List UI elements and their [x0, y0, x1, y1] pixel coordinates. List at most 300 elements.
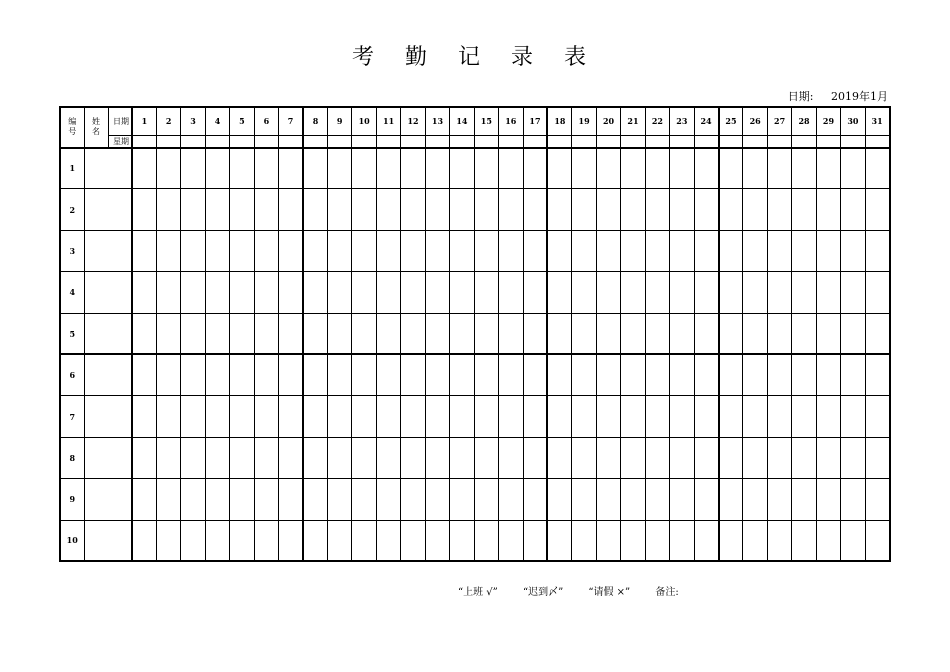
- attendance-cell[interactable]: [352, 272, 376, 313]
- attendance-cell[interactable]: [670, 396, 694, 437]
- attendance-cell[interactable]: [450, 189, 474, 230]
- attendance-cell[interactable]: [254, 313, 278, 354]
- attendance-cell[interactable]: [376, 396, 400, 437]
- attendance-cell[interactable]: [230, 479, 254, 520]
- attendance-cell[interactable]: [499, 437, 523, 478]
- attendance-cell[interactable]: [352, 520, 376, 561]
- attendance-cell[interactable]: [523, 437, 547, 478]
- attendance-cell[interactable]: [181, 479, 205, 520]
- attendance-cell[interactable]: [303, 148, 327, 189]
- attendance-cell[interactable]: [279, 396, 303, 437]
- attendance-cell[interactable]: [743, 313, 767, 354]
- attendance-cell[interactable]: [499, 396, 523, 437]
- attendance-cell[interactable]: [670, 479, 694, 520]
- attendance-cell[interactable]: [376, 230, 400, 271]
- attendance-cell[interactable]: [328, 272, 352, 313]
- attendance-cell[interactable]: [743, 148, 767, 189]
- attendance-cell[interactable]: [328, 437, 352, 478]
- attendance-cell[interactable]: [132, 520, 156, 561]
- attendance-cell[interactable]: [254, 354, 278, 395]
- weekday-cell[interactable]: [156, 135, 180, 148]
- attendance-cell[interactable]: [865, 396, 889, 437]
- attendance-cell[interactable]: [328, 148, 352, 189]
- attendance-cell[interactable]: [792, 437, 816, 478]
- attendance-cell[interactable]: [523, 148, 547, 189]
- attendance-cell[interactable]: [547, 437, 571, 478]
- attendance-cell[interactable]: [694, 396, 718, 437]
- attendance-cell[interactable]: [645, 520, 669, 561]
- attendance-cell[interactable]: [450, 396, 474, 437]
- attendance-cell[interactable]: [450, 272, 474, 313]
- weekday-cell[interactable]: [670, 135, 694, 148]
- attendance-cell[interactable]: [719, 479, 743, 520]
- attendance-cell[interactable]: [694, 437, 718, 478]
- weekday-cell[interactable]: [254, 135, 278, 148]
- attendance-cell[interactable]: [328, 354, 352, 395]
- attendance-cell[interactable]: [401, 396, 425, 437]
- attendance-cell[interactable]: [205, 230, 229, 271]
- attendance-cell[interactable]: [743, 396, 767, 437]
- attendance-cell[interactable]: [596, 230, 620, 271]
- attendance-cell[interactable]: [205, 354, 229, 395]
- attendance-cell[interactable]: [156, 189, 180, 230]
- attendance-cell[interactable]: [596, 189, 620, 230]
- attendance-cell[interactable]: [694, 148, 718, 189]
- attendance-cell[interactable]: [841, 148, 865, 189]
- attendance-cell[interactable]: [499, 148, 523, 189]
- attendance-cell[interactable]: [425, 148, 449, 189]
- attendance-cell[interactable]: [279, 313, 303, 354]
- attendance-cell[interactable]: [401, 520, 425, 561]
- attendance-cell[interactable]: [474, 396, 498, 437]
- attendance-cell[interactable]: [499, 230, 523, 271]
- attendance-cell[interactable]: [450, 520, 474, 561]
- attendance-cell[interactable]: [841, 437, 865, 478]
- attendance-cell[interactable]: [181, 437, 205, 478]
- weekday-cell[interactable]: [792, 135, 816, 148]
- attendance-cell[interactable]: [645, 272, 669, 313]
- attendance-cell[interactable]: [596, 272, 620, 313]
- attendance-cell[interactable]: [352, 189, 376, 230]
- attendance-cell[interactable]: [523, 230, 547, 271]
- name-cell[interactable]: [84, 189, 132, 230]
- attendance-cell[interactable]: [132, 396, 156, 437]
- attendance-cell[interactable]: [425, 396, 449, 437]
- attendance-cell[interactable]: [792, 313, 816, 354]
- attendance-cell[interactable]: [474, 148, 498, 189]
- attendance-cell[interactable]: [865, 354, 889, 395]
- weekday-cell[interactable]: [767, 135, 791, 148]
- attendance-cell[interactable]: [425, 520, 449, 561]
- attendance-cell[interactable]: [547, 354, 571, 395]
- attendance-cell[interactable]: [572, 479, 596, 520]
- weekday-cell[interactable]: [401, 135, 425, 148]
- attendance-cell[interactable]: [719, 189, 743, 230]
- attendance-cell[interactable]: [816, 313, 840, 354]
- attendance-cell[interactable]: [767, 230, 791, 271]
- attendance-cell[interactable]: [376, 148, 400, 189]
- attendance-cell[interactable]: [156, 520, 180, 561]
- attendance-cell[interactable]: [621, 148, 645, 189]
- attendance-cell[interactable]: [792, 230, 816, 271]
- attendance-cell[interactable]: [230, 396, 254, 437]
- name-cell[interactable]: [84, 148, 132, 189]
- attendance-cell[interactable]: [743, 479, 767, 520]
- attendance-cell[interactable]: [450, 148, 474, 189]
- attendance-cell[interactable]: [425, 313, 449, 354]
- attendance-cell[interactable]: [792, 189, 816, 230]
- attendance-cell[interactable]: [303, 313, 327, 354]
- attendance-cell[interactable]: [254, 230, 278, 271]
- attendance-cell[interactable]: [865, 230, 889, 271]
- attendance-cell[interactable]: [254, 396, 278, 437]
- attendance-cell[interactable]: [841, 272, 865, 313]
- attendance-cell[interactable]: [523, 479, 547, 520]
- attendance-cell[interactable]: [719, 396, 743, 437]
- attendance-cell[interactable]: [865, 520, 889, 561]
- attendance-cell[interactable]: [523, 520, 547, 561]
- attendance-cell[interactable]: [279, 189, 303, 230]
- attendance-cell[interactable]: [767, 189, 791, 230]
- attendance-cell[interactable]: [694, 230, 718, 271]
- attendance-cell[interactable]: [499, 479, 523, 520]
- attendance-cell[interactable]: [547, 148, 571, 189]
- attendance-cell[interactable]: [841, 354, 865, 395]
- attendance-cell[interactable]: [670, 313, 694, 354]
- attendance-cell[interactable]: [376, 354, 400, 395]
- attendance-cell[interactable]: [352, 479, 376, 520]
- attendance-cell[interactable]: [205, 189, 229, 230]
- attendance-cell[interactable]: [352, 354, 376, 395]
- attendance-cell[interactable]: [474, 437, 498, 478]
- attendance-cell[interactable]: [230, 148, 254, 189]
- attendance-cell[interactable]: [816, 396, 840, 437]
- attendance-cell[interactable]: [230, 437, 254, 478]
- attendance-cell[interactable]: [376, 189, 400, 230]
- attendance-cell[interactable]: [816, 189, 840, 230]
- attendance-cell[interactable]: [303, 272, 327, 313]
- attendance-cell[interactable]: [645, 313, 669, 354]
- attendance-cell[interactable]: [474, 189, 498, 230]
- attendance-cell[interactable]: [694, 189, 718, 230]
- attendance-cell[interactable]: [572, 437, 596, 478]
- attendance-cell[interactable]: [254, 189, 278, 230]
- attendance-cell[interactable]: [670, 148, 694, 189]
- attendance-cell[interactable]: [547, 520, 571, 561]
- attendance-cell[interactable]: [596, 520, 620, 561]
- attendance-cell[interactable]: [572, 313, 596, 354]
- attendance-cell[interactable]: [132, 354, 156, 395]
- attendance-cell[interactable]: [865, 272, 889, 313]
- attendance-cell[interactable]: [352, 396, 376, 437]
- attendance-cell[interactable]: [621, 313, 645, 354]
- attendance-cell[interactable]: [816, 354, 840, 395]
- attendance-cell[interactable]: [328, 230, 352, 271]
- attendance-cell[interactable]: [230, 272, 254, 313]
- attendance-cell[interactable]: [132, 272, 156, 313]
- attendance-cell[interactable]: [767, 437, 791, 478]
- attendance-cell[interactable]: [401, 189, 425, 230]
- attendance-cell[interactable]: [474, 354, 498, 395]
- attendance-cell[interactable]: [376, 437, 400, 478]
- attendance-cell[interactable]: [621, 437, 645, 478]
- name-cell[interactable]: [84, 396, 132, 437]
- attendance-cell[interactable]: [523, 396, 547, 437]
- attendance-cell[interactable]: [865, 313, 889, 354]
- weekday-cell[interactable]: [425, 135, 449, 148]
- attendance-cell[interactable]: [156, 272, 180, 313]
- weekday-cell[interactable]: [230, 135, 254, 148]
- weekday-cell[interactable]: [547, 135, 571, 148]
- attendance-cell[interactable]: [547, 396, 571, 437]
- attendance-cell[interactable]: [719, 354, 743, 395]
- attendance-cell[interactable]: [743, 354, 767, 395]
- attendance-cell[interactable]: [181, 230, 205, 271]
- attendance-cell[interactable]: [767, 272, 791, 313]
- attendance-cell[interactable]: [254, 437, 278, 478]
- attendance-cell[interactable]: [572, 230, 596, 271]
- weekday-cell[interactable]: [279, 135, 303, 148]
- attendance-cell[interactable]: [230, 354, 254, 395]
- attendance-cell[interactable]: [328, 520, 352, 561]
- attendance-cell[interactable]: [621, 520, 645, 561]
- attendance-cell[interactable]: [181, 396, 205, 437]
- attendance-cell[interactable]: [865, 148, 889, 189]
- weekday-cell[interactable]: [865, 135, 889, 148]
- attendance-cell[interactable]: [181, 520, 205, 561]
- weekday-cell[interactable]: [132, 135, 156, 148]
- attendance-cell[interactable]: [572, 189, 596, 230]
- attendance-cell[interactable]: [596, 396, 620, 437]
- attendance-cell[interactable]: [352, 437, 376, 478]
- attendance-cell[interactable]: [230, 230, 254, 271]
- attendance-cell[interactable]: [621, 396, 645, 437]
- attendance-cell[interactable]: [816, 437, 840, 478]
- attendance-cell[interactable]: [547, 313, 571, 354]
- attendance-cell[interactable]: [156, 148, 180, 189]
- attendance-cell[interactable]: [841, 520, 865, 561]
- weekday-cell[interactable]: [719, 135, 743, 148]
- attendance-cell[interactable]: [279, 148, 303, 189]
- attendance-cell[interactable]: [303, 437, 327, 478]
- attendance-cell[interactable]: [352, 148, 376, 189]
- attendance-cell[interactable]: [499, 520, 523, 561]
- attendance-cell[interactable]: [328, 313, 352, 354]
- attendance-cell[interactable]: [132, 437, 156, 478]
- attendance-cell[interactable]: [181, 189, 205, 230]
- attendance-cell[interactable]: [547, 272, 571, 313]
- attendance-cell[interactable]: [621, 479, 645, 520]
- weekday-cell[interactable]: [474, 135, 498, 148]
- attendance-cell[interactable]: [547, 479, 571, 520]
- attendance-cell[interactable]: [596, 354, 620, 395]
- attendance-cell[interactable]: [523, 313, 547, 354]
- attendance-cell[interactable]: [303, 520, 327, 561]
- attendance-cell[interactable]: [450, 313, 474, 354]
- attendance-cell[interactable]: [279, 520, 303, 561]
- attendance-cell[interactable]: [841, 396, 865, 437]
- attendance-cell[interactable]: [670, 272, 694, 313]
- attendance-cell[interactable]: [401, 230, 425, 271]
- attendance-cell[interactable]: [694, 520, 718, 561]
- attendance-cell[interactable]: [450, 479, 474, 520]
- attendance-cell[interactable]: [499, 189, 523, 230]
- attendance-cell[interactable]: [181, 313, 205, 354]
- attendance-cell[interactable]: [841, 313, 865, 354]
- attendance-cell[interactable]: [156, 313, 180, 354]
- attendance-cell[interactable]: [645, 230, 669, 271]
- attendance-cell[interactable]: [352, 230, 376, 271]
- attendance-cell[interactable]: [450, 437, 474, 478]
- attendance-cell[interactable]: [645, 396, 669, 437]
- attendance-cell[interactable]: [132, 313, 156, 354]
- attendance-cell[interactable]: [474, 313, 498, 354]
- attendance-cell[interactable]: [254, 520, 278, 561]
- attendance-cell[interactable]: [303, 479, 327, 520]
- attendance-cell[interactable]: [254, 148, 278, 189]
- attendance-cell[interactable]: [719, 437, 743, 478]
- attendance-cell[interactable]: [523, 272, 547, 313]
- weekday-cell[interactable]: [841, 135, 865, 148]
- weekday-cell[interactable]: [450, 135, 474, 148]
- attendance-cell[interactable]: [230, 520, 254, 561]
- attendance-cell[interactable]: [376, 520, 400, 561]
- attendance-cell[interactable]: [596, 148, 620, 189]
- attendance-cell[interactable]: [816, 520, 840, 561]
- attendance-cell[interactable]: [670, 520, 694, 561]
- attendance-cell[interactable]: [205, 272, 229, 313]
- attendance-cell[interactable]: [401, 479, 425, 520]
- weekday-cell[interactable]: [572, 135, 596, 148]
- attendance-cell[interactable]: [279, 230, 303, 271]
- attendance-cell[interactable]: [523, 189, 547, 230]
- attendance-cell[interactable]: [156, 396, 180, 437]
- attendance-cell[interactable]: [205, 479, 229, 520]
- attendance-cell[interactable]: [156, 479, 180, 520]
- attendance-cell[interactable]: [694, 272, 718, 313]
- weekday-cell[interactable]: [621, 135, 645, 148]
- attendance-cell[interactable]: [425, 437, 449, 478]
- attendance-cell[interactable]: [425, 354, 449, 395]
- attendance-cell[interactable]: [865, 189, 889, 230]
- attendance-cell[interactable]: [596, 313, 620, 354]
- attendance-cell[interactable]: [499, 313, 523, 354]
- attendance-cell[interactable]: [132, 230, 156, 271]
- weekday-cell[interactable]: [694, 135, 718, 148]
- attendance-cell[interactable]: [499, 354, 523, 395]
- attendance-cell[interactable]: [401, 354, 425, 395]
- weekday-cell[interactable]: [596, 135, 620, 148]
- attendance-cell[interactable]: [156, 354, 180, 395]
- attendance-cell[interactable]: [767, 520, 791, 561]
- attendance-cell[interactable]: [156, 230, 180, 271]
- attendance-cell[interactable]: [499, 272, 523, 313]
- attendance-cell[interactable]: [645, 479, 669, 520]
- attendance-cell[interactable]: [792, 479, 816, 520]
- attendance-cell[interactable]: [230, 313, 254, 354]
- attendance-cell[interactable]: [841, 479, 865, 520]
- attendance-cell[interactable]: [792, 272, 816, 313]
- attendance-cell[interactable]: [816, 148, 840, 189]
- name-cell[interactable]: [84, 313, 132, 354]
- attendance-cell[interactable]: [425, 479, 449, 520]
- attendance-cell[interactable]: [205, 520, 229, 561]
- attendance-cell[interactable]: [474, 272, 498, 313]
- attendance-cell[interactable]: [572, 354, 596, 395]
- attendance-cell[interactable]: [132, 189, 156, 230]
- attendance-cell[interactable]: [792, 148, 816, 189]
- name-cell[interactable]: [84, 230, 132, 271]
- weekday-cell[interactable]: [645, 135, 669, 148]
- attendance-cell[interactable]: [645, 437, 669, 478]
- attendance-cell[interactable]: [841, 230, 865, 271]
- weekday-cell[interactable]: [743, 135, 767, 148]
- attendance-cell[interactable]: [645, 148, 669, 189]
- attendance-cell[interactable]: [279, 437, 303, 478]
- attendance-cell[interactable]: [401, 313, 425, 354]
- attendance-cell[interactable]: [450, 354, 474, 395]
- attendance-cell[interactable]: [181, 148, 205, 189]
- attendance-cell[interactable]: [719, 148, 743, 189]
- attendance-cell[interactable]: [743, 189, 767, 230]
- attendance-cell[interactable]: [303, 230, 327, 271]
- attendance-cell[interactable]: [401, 437, 425, 478]
- weekday-cell[interactable]: [205, 135, 229, 148]
- attendance-cell[interactable]: [279, 479, 303, 520]
- attendance-cell[interactable]: [205, 437, 229, 478]
- attendance-cell[interactable]: [841, 189, 865, 230]
- attendance-cell[interactable]: [767, 479, 791, 520]
- attendance-cell[interactable]: [767, 313, 791, 354]
- attendance-cell[interactable]: [156, 437, 180, 478]
- attendance-cell[interactable]: [474, 479, 498, 520]
- attendance-cell[interactable]: [816, 272, 840, 313]
- attendance-cell[interactable]: [767, 354, 791, 395]
- attendance-cell[interactable]: [596, 479, 620, 520]
- attendance-cell[interactable]: [279, 272, 303, 313]
- attendance-cell[interactable]: [719, 313, 743, 354]
- attendance-cell[interactable]: [816, 479, 840, 520]
- weekday-cell[interactable]: [352, 135, 376, 148]
- attendance-cell[interactable]: [572, 520, 596, 561]
- attendance-cell[interactable]: [425, 230, 449, 271]
- attendance-cell[interactable]: [205, 313, 229, 354]
- attendance-cell[interactable]: [474, 230, 498, 271]
- attendance-cell[interactable]: [572, 272, 596, 313]
- attendance-cell[interactable]: [572, 396, 596, 437]
- attendance-cell[interactable]: [328, 396, 352, 437]
- attendance-cell[interactable]: [792, 396, 816, 437]
- attendance-cell[interactable]: [621, 230, 645, 271]
- attendance-cell[interactable]: [865, 479, 889, 520]
- weekday-cell[interactable]: [523, 135, 547, 148]
- attendance-cell[interactable]: [181, 272, 205, 313]
- attendance-cell[interactable]: [547, 189, 571, 230]
- name-cell[interactable]: [84, 354, 132, 395]
- attendance-cell[interactable]: [645, 354, 669, 395]
- attendance-cell[interactable]: [719, 230, 743, 271]
- attendance-cell[interactable]: [743, 520, 767, 561]
- attendance-cell[interactable]: [547, 230, 571, 271]
- attendance-cell[interactable]: [719, 520, 743, 561]
- attendance-cell[interactable]: [328, 189, 352, 230]
- attendance-cell[interactable]: [376, 272, 400, 313]
- attendance-cell[interactable]: [523, 354, 547, 395]
- attendance-cell[interactable]: [376, 479, 400, 520]
- attendance-cell[interactable]: [205, 148, 229, 189]
- attendance-cell[interactable]: [328, 479, 352, 520]
- attendance-cell[interactable]: [719, 272, 743, 313]
